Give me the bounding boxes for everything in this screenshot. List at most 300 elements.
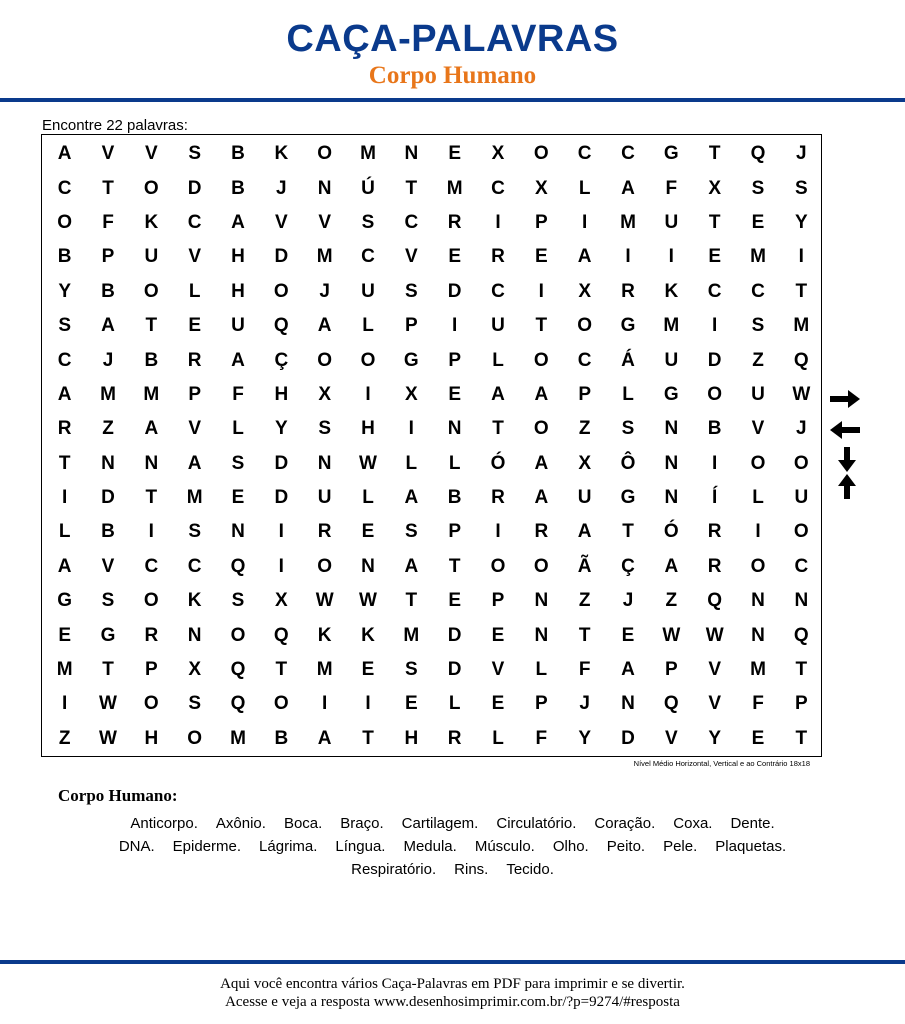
grid-letter: U — [664, 211, 679, 233]
grid-letter: M — [143, 383, 160, 405]
word-list — [40, 812, 865, 881]
grid-letter: O — [273, 693, 289, 715]
grid-letter: D — [274, 246, 289, 268]
grid-letter: E — [404, 693, 418, 715]
grid-letter: E — [448, 383, 461, 405]
grid-letter: W — [315, 590, 334, 612]
grid-letter: I — [278, 521, 284, 543]
word-list-item: Rins. — [454, 861, 489, 878]
page-title: CAÇA-PALAVRAS — [286, 18, 619, 60]
grid-letter: W — [99, 693, 117, 715]
grid-letter: O — [273, 280, 289, 302]
grid-letter: T — [795, 727, 808, 749]
grid-letter: G — [620, 487, 636, 509]
grid-letter: V — [708, 693, 721, 715]
grid-letter: H — [231, 280, 245, 302]
grid-letter: N — [144, 452, 159, 474]
grid-letter: V — [404, 246, 418, 268]
grid-letter: M — [56, 659, 73, 681]
grid-letter: O — [533, 555, 549, 577]
grid-letter: S — [101, 590, 115, 612]
word-list-item: Músculo. — [474, 838, 535, 855]
grid-letter: P — [144, 659, 158, 681]
grid-letter: N — [621, 693, 635, 715]
word-list-item: Respiratório. — [351, 861, 437, 878]
grid-letter: F — [102, 211, 114, 233]
word-list-item: Coxa. — [673, 815, 713, 832]
grid-letter: L — [622, 383, 634, 405]
grid-letter: E — [448, 246, 461, 268]
grid-letter: D — [274, 452, 289, 474]
grid-letter: O — [533, 418, 549, 440]
grid-letter: E — [448, 590, 461, 612]
grid-letter: E — [361, 521, 375, 543]
grid-letter: N — [534, 624, 549, 646]
grid-letter: U — [794, 487, 809, 509]
grid-letter: X — [708, 177, 721, 199]
grid-letter: B — [144, 349, 159, 371]
grid-letter: L — [578, 177, 591, 199]
grid-letter: L — [58, 521, 71, 543]
grid-letter: D — [447, 280, 462, 302]
grid-letter: X — [534, 177, 548, 199]
grid-letter: A — [231, 349, 245, 371]
grid-letter: F — [535, 727, 548, 749]
grid-letter: L — [448, 693, 461, 715]
word-list-item: Coração. — [594, 815, 656, 832]
grid-letter: C — [187, 555, 202, 577]
grid-letter: A — [57, 143, 72, 165]
grid-letter: Ç — [274, 349, 289, 371]
grid-letter: X — [578, 280, 591, 302]
grid-letter: I — [668, 246, 674, 268]
grid-letter: T — [102, 177, 114, 199]
grid-letter: M — [186, 487, 203, 509]
grid-letter: S — [188, 521, 201, 543]
grid-letter: Ó — [490, 452, 506, 474]
grid-letter: A — [231, 211, 245, 233]
grid-letter: Z — [58, 727, 71, 749]
arrow-up-icon — [837, 473, 857, 501]
grid-letter: I — [538, 280, 544, 302]
footer-divider — [0, 960, 905, 964]
grid-letter: V — [751, 418, 765, 440]
grid-letter: N — [317, 177, 332, 199]
grid-letter: Z — [578, 590, 591, 612]
grid-letter: B — [231, 177, 245, 199]
grid-letter: R — [447, 211, 462, 233]
grid-letter: W — [359, 590, 377, 612]
grid-letter: E — [361, 659, 375, 681]
grid-letter: O — [793, 452, 809, 474]
grid-letter: N — [404, 143, 419, 165]
word-list-item: Tecido. — [506, 861, 554, 878]
grid-letter: E — [231, 487, 245, 509]
grid-letter: X — [318, 383, 331, 405]
grid-letter: S — [794, 177, 808, 199]
grid-letter: M — [620, 211, 636, 233]
grid-letter: M — [663, 315, 680, 337]
grid-letter: N — [664, 418, 679, 440]
grid-letter: N — [101, 452, 115, 474]
grid-letter: N — [317, 452, 332, 474]
word-list-item: Anticorpo. — [130, 815, 198, 832]
word-list-item: Boca. — [283, 815, 323, 832]
grid-letter: L — [492, 349, 504, 371]
grid-letter: I — [408, 418, 414, 440]
grid-letter: R — [534, 521, 549, 543]
grid-letter: A — [317, 315, 332, 337]
grid-letter: X — [274, 590, 288, 612]
grid-letter: H — [231, 246, 245, 268]
grid-letter: O — [793, 521, 809, 543]
grid-letter: I — [582, 211, 588, 233]
grid-letter: O — [750, 555, 766, 577]
grid-letter: W — [792, 383, 811, 405]
grid-letter: M — [100, 383, 116, 405]
grid-letter: D — [707, 349, 722, 371]
grid-letter: D — [447, 624, 462, 646]
grid-letter: Z — [578, 418, 591, 440]
grid-letter: D — [274, 487, 289, 509]
grid-letter: D — [187, 177, 202, 199]
grid-letter: L — [232, 418, 244, 440]
grid-letter: I — [755, 521, 761, 543]
grid-letter: C — [707, 280, 722, 302]
grid-letter: J — [796, 143, 807, 165]
grid-letter: E — [491, 693, 505, 715]
grid-letter: O — [360, 349, 376, 371]
grid-letter: M — [230, 727, 246, 749]
arrow-down-icon — [837, 445, 857, 473]
grid-letter: T — [708, 211, 721, 233]
grid-letter: T — [492, 418, 504, 440]
grid-letter: G — [403, 349, 419, 371]
grid-letter: M — [446, 177, 463, 199]
grid-letter: A — [317, 727, 332, 749]
grid-letter: L — [492, 727, 504, 749]
word-list-item: Pele. — [663, 838, 698, 855]
grid-letter: M — [750, 246, 766, 268]
grid-letter: W — [99, 727, 117, 749]
grid-letter: Y — [708, 727, 721, 749]
grid-letter: Í — [712, 487, 718, 509]
grid-letter: L — [448, 452, 461, 474]
grid-letter: B — [101, 280, 115, 302]
grid-letter: T — [405, 590, 418, 612]
grid-letter: G — [663, 143, 679, 165]
grid-letter: X — [404, 383, 418, 405]
grid-letter: N — [534, 590, 549, 612]
grid-letter: U — [231, 315, 245, 337]
grid-letter: T — [795, 659, 808, 681]
grid-letter: C — [491, 177, 505, 199]
grid-letter: E — [491, 624, 505, 646]
grid-letter: R — [707, 555, 722, 577]
grid-letter: V — [491, 659, 505, 681]
grid-letter: Ô — [620, 452, 636, 474]
grid-letter: I — [712, 315, 718, 337]
grid-letter: A — [57, 383, 72, 405]
grid-letter: J — [579, 693, 590, 715]
grid-letter: D — [447, 659, 462, 681]
grid-letter: A — [404, 555, 419, 577]
grid-letter: S — [231, 452, 245, 474]
grid-letter: T — [578, 624, 591, 646]
grid-letter: J — [319, 280, 330, 302]
grid-letter: I — [798, 246, 804, 268]
direction-legend — [828, 388, 868, 503]
grid-letter: Y — [578, 727, 591, 749]
grid-letter: G — [663, 383, 679, 405]
grid-letter: T — [622, 521, 634, 543]
grid-letter: D — [101, 487, 115, 509]
grid-letter: F — [752, 693, 764, 715]
grid-letter: S — [751, 315, 765, 337]
grid-letter: O — [57, 211, 73, 233]
grid-letter: I — [62, 693, 68, 715]
grid-letter: A — [144, 418, 159, 440]
word-list-item: Circulatório. — [496, 815, 577, 832]
grid-letter: S — [361, 211, 375, 233]
grid-letter: Á — [621, 349, 635, 371]
grid-letter: Z — [752, 349, 764, 371]
grid-letter: S — [621, 418, 635, 440]
word-list-item: Plaquetas. — [715, 838, 787, 855]
grid-letter: E — [751, 727, 765, 749]
grid-letter: F — [665, 177, 678, 199]
grid-letter: Ã — [577, 555, 592, 577]
grid-letter: C — [491, 280, 505, 302]
grid-letter: C — [577, 349, 592, 371]
grid-letter: I — [148, 521, 154, 543]
grid-letter: F — [578, 659, 591, 681]
word-list-item: Axônio. — [215, 815, 266, 832]
grid-letter: E — [534, 246, 548, 268]
grid-letter: X — [578, 452, 591, 474]
grid-letter: S — [231, 590, 245, 612]
grid-letter: K — [317, 624, 332, 646]
grid-letter: F — [232, 383, 244, 405]
grid-letter: P — [448, 521, 461, 543]
grid-letter: Y — [58, 280, 71, 302]
grid-letter: E — [58, 624, 71, 646]
word-list-item: Cartilagem. — [401, 815, 479, 832]
grid-letter: O — [143, 693, 159, 715]
grid-letter: M — [316, 659, 333, 681]
grid-letter: Q — [793, 349, 809, 371]
grid-letter: B — [274, 727, 289, 749]
grid-letter: N — [664, 487, 679, 509]
grid-letter: R — [491, 246, 505, 268]
word-list-item: Lágrima. — [259, 838, 318, 855]
grid-letter: E — [751, 211, 765, 233]
grid-letter: O — [143, 177, 159, 199]
grid-letter: K — [664, 280, 679, 302]
grid-letter: K — [274, 143, 289, 165]
grid-letter: A — [534, 487, 549, 509]
grid-letter: J — [796, 418, 807, 440]
grid-letter: U — [144, 246, 159, 268]
grid-letter: R — [447, 727, 462, 749]
grid-letter: R — [317, 521, 332, 543]
grid-letter: N — [794, 590, 809, 612]
grid-letter: V — [101, 555, 115, 577]
grid-letter: T — [58, 452, 71, 474]
grid-letter: H — [274, 383, 289, 405]
grid-letter: Q — [793, 624, 809, 646]
word-list-item: Língua. — [335, 838, 386, 855]
grid-letter: L — [362, 315, 374, 337]
grid-letter: H — [361, 418, 375, 440]
instruction-text: Encontre 22 palavras: — [42, 117, 188, 134]
grid-letter: P — [404, 315, 418, 337]
grid-letter: U — [577, 487, 592, 509]
grid-letter: A — [577, 521, 592, 543]
grid-letter: U — [491, 315, 505, 337]
grid-letter: A — [621, 177, 635, 199]
grid-letter: B — [101, 521, 115, 543]
grid-letter: J — [622, 590, 634, 612]
grid-letter: J — [102, 349, 114, 371]
grid-letter: P — [534, 693, 548, 715]
grid-letter: C — [57, 349, 72, 371]
grid-letter: Z — [102, 418, 114, 440]
grid-letter: N — [447, 418, 462, 440]
grid-letter: O — [317, 349, 333, 371]
grid-letter: P — [101, 246, 115, 268]
grid-letter: P — [578, 383, 591, 405]
grid-letter: N — [361, 555, 375, 577]
word-list-item: Epiderme. — [172, 838, 242, 855]
grid-letter: T — [145, 487, 158, 509]
grid-letter: K — [144, 211, 159, 233]
grid-letter: C — [144, 555, 159, 577]
grid-letter: I — [495, 211, 501, 233]
grid-letter: Q — [230, 555, 246, 577]
grid-letter: P — [188, 383, 201, 405]
grid-letter: Y — [794, 211, 808, 233]
grid-letter: C — [361, 246, 375, 268]
grid-letter: N — [751, 624, 765, 646]
grid-letter: E — [708, 246, 721, 268]
grid-letter: P — [448, 349, 461, 371]
arrow-right-icon — [828, 388, 862, 410]
grid-letter: U — [317, 487, 332, 509]
grid-letter: Ú — [361, 177, 375, 199]
grid-letter: S — [188, 693, 201, 715]
grid-letter: O — [490, 555, 506, 577]
word-list-title: Corpo Humano: — [58, 786, 178, 805]
word-list-item: Medula. — [403, 838, 457, 855]
grid-letter: O — [533, 349, 549, 371]
grid-letter: T — [708, 143, 721, 165]
grid-letter: L — [188, 280, 201, 302]
grid-letter: W — [359, 452, 377, 474]
grid-letter: V — [101, 143, 115, 165]
grid-letter: M — [403, 624, 420, 646]
grid-letter: S — [404, 659, 418, 681]
grid-letter: K — [187, 590, 202, 612]
grid-letter: V — [318, 211, 331, 233]
grid-letter: T — [362, 727, 374, 749]
grid-letter: C — [621, 143, 635, 165]
grid-letter: V — [188, 246, 201, 268]
grid-letter: T — [535, 315, 548, 337]
grid-letter: J — [276, 177, 287, 199]
grid-letter: O — [707, 383, 723, 405]
grid-letter: I — [452, 315, 458, 337]
grid-letter: M — [360, 143, 376, 165]
grid-letter: V — [188, 418, 201, 440]
grid-letter: Q — [663, 693, 679, 715]
grid-letter: G — [57, 590, 73, 612]
grid-letter: A — [621, 659, 635, 681]
grid-letter: E — [621, 624, 635, 646]
word-list-item: Dente. — [730, 815, 775, 832]
grid-letter: S — [188, 143, 201, 165]
grid-letter: T — [405, 177, 418, 199]
grid-letter: K — [361, 624, 375, 646]
grid-letter: I — [62, 487, 68, 509]
letter-grid — [43, 137, 823, 756]
grid-letter: V — [708, 659, 721, 681]
grid-letter: I — [278, 555, 284, 577]
grid-letter: Q — [707, 590, 723, 612]
grid-letter: L — [752, 487, 764, 509]
grid-letter: O — [317, 555, 333, 577]
grid-letter: I — [712, 452, 718, 474]
grid-letter: L — [362, 487, 374, 509]
grid-letter: O — [750, 452, 766, 474]
grid-letter: O — [533, 143, 549, 165]
grid-letter: I — [495, 521, 501, 543]
grid-letter: L — [405, 452, 418, 474]
grid-letter: A — [491, 383, 505, 405]
grid-letter: Z — [665, 590, 678, 612]
grid-letter: T — [448, 555, 461, 577]
grid-letter: O — [577, 315, 593, 337]
grid-letter: Q — [750, 143, 766, 165]
grid-letter: E — [188, 315, 201, 337]
word-list-item: Peito. — [606, 838, 646, 855]
grid-letter: R — [491, 487, 505, 509]
grid-letter: P — [534, 211, 548, 233]
grid-letter: S — [318, 418, 331, 440]
grid-letter: T — [102, 659, 114, 681]
grid-letter: I — [365, 693, 371, 715]
page-subtitle: Corpo Humano — [368, 62, 537, 89]
grid-letter: C — [577, 143, 592, 165]
grid-letter: P — [794, 693, 808, 715]
grid-letter: Q — [273, 315, 289, 337]
grid-letter: U — [361, 280, 375, 302]
grid-letter: T — [145, 315, 158, 337]
grid-letter: E — [448, 143, 461, 165]
word-list-item: Braço. — [340, 815, 384, 832]
grid-letter: O — [317, 143, 333, 165]
grid-letter: A — [404, 487, 419, 509]
grid-letter: U — [751, 383, 765, 405]
grid-letter: S — [404, 280, 418, 302]
grid-letter: A — [57, 555, 72, 577]
grid-letter: I — [322, 693, 328, 715]
grid-letter: U — [664, 349, 679, 371]
grid-letter: B — [231, 143, 245, 165]
grid-letter: W — [662, 624, 681, 646]
grid-letter: Ç — [621, 555, 635, 577]
grid-letter: I — [365, 383, 371, 405]
